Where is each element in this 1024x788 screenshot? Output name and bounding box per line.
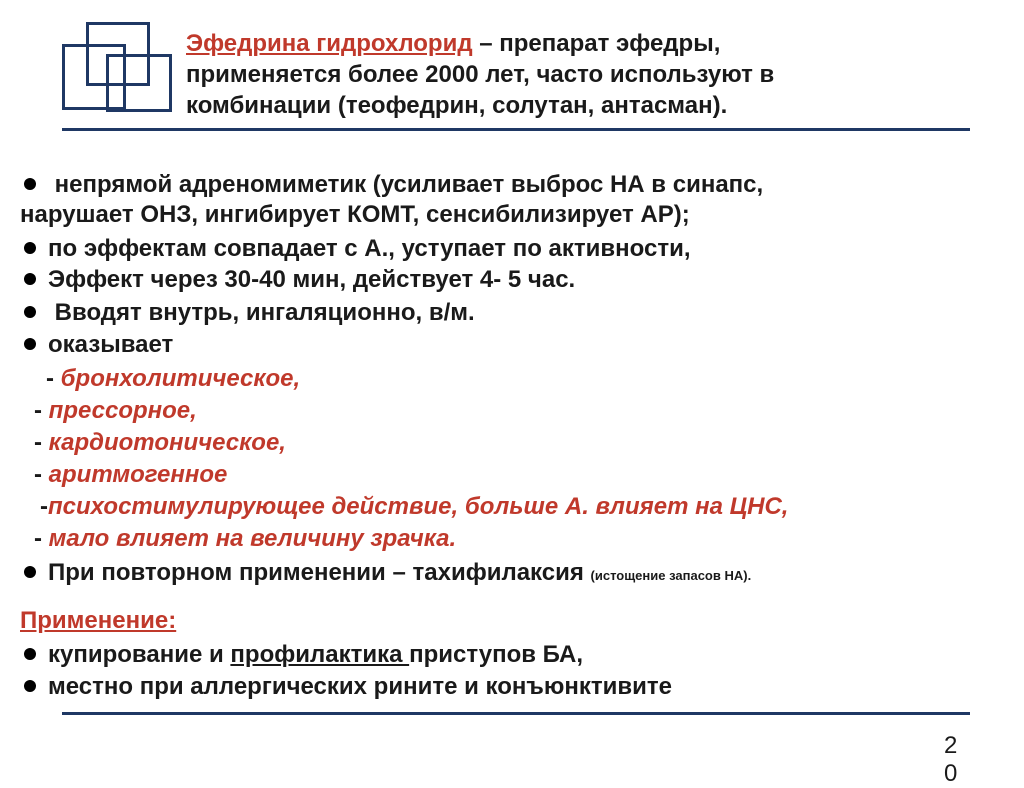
- slide-title: [186, 28, 986, 121]
- page-number: 20: [944, 732, 958, 787]
- bullet-item: При повторном применении – тахифилаксия (истощение запасов НА).: [20, 558, 751, 591]
- bullet-icon: [24, 178, 36, 190]
- bullet-item: Вводят внутрь, ингаляционно, в/м.: [20, 298, 475, 328]
- bullet-continuation: нарушает ОНЗ, ингибирует КОМТ, сенсибилизирует АР);: [20, 201, 690, 228]
- title-line3: комбинации (теофедрин, солутан, антасман).: [186, 92, 728, 119]
- effect-item: - кардиотоническое,: [34, 429, 286, 456]
- bullet-icon: [24, 648, 36, 660]
- bullet-icon: [24, 242, 36, 254]
- title-line2: применяется более 2000 лет, часто используют в: [186, 61, 775, 88]
- bullet-icon: [24, 338, 36, 350]
- bullet-item: Эффект через 30-40 мин, действует 4- 5 час.: [20, 265, 575, 295]
- bullet-icon: [24, 273, 36, 285]
- bullet-item: оказывает: [20, 330, 173, 360]
- square-shape: [106, 54, 172, 112]
- effect-item: - аритмогенное: [34, 461, 228, 488]
- effect-item: - бронхолитическое,: [46, 365, 301, 392]
- note-text: (истощение запасов НА).: [590, 568, 752, 583]
- effect-item: -психостимулирующее действие, больше А. влияет на ЦНС,: [40, 493, 789, 520]
- top-divider: [62, 128, 970, 131]
- decorative-squares-icon: [62, 22, 174, 114]
- bullet-icon: [24, 680, 36, 692]
- bottom-divider: [62, 712, 970, 715]
- application-heading: Применение:: [20, 607, 177, 634]
- application-item: купирование и профилактика приступов БА,: [20, 640, 583, 670]
- effect-item: - прессорное,: [34, 397, 197, 424]
- title-line1: – препарат эфедры,: [472, 30, 721, 57]
- effect-item: - мало влияет на величину зрачка.: [34, 525, 457, 552]
- application-item: местно при аллергических рините и конъюнктивите: [20, 672, 672, 702]
- bullet-icon: [24, 306, 36, 318]
- bullet-item: непрямой адреномиметик (усиливает выброс НА в синапс,: [20, 170, 763, 200]
- drug-name: Эфедрина гидрохлорид: [186, 30, 473, 57]
- bullet-icon: [24, 566, 36, 578]
- bullet-item: по эффектам совпадает с А., уступает по активности,: [20, 234, 691, 264]
